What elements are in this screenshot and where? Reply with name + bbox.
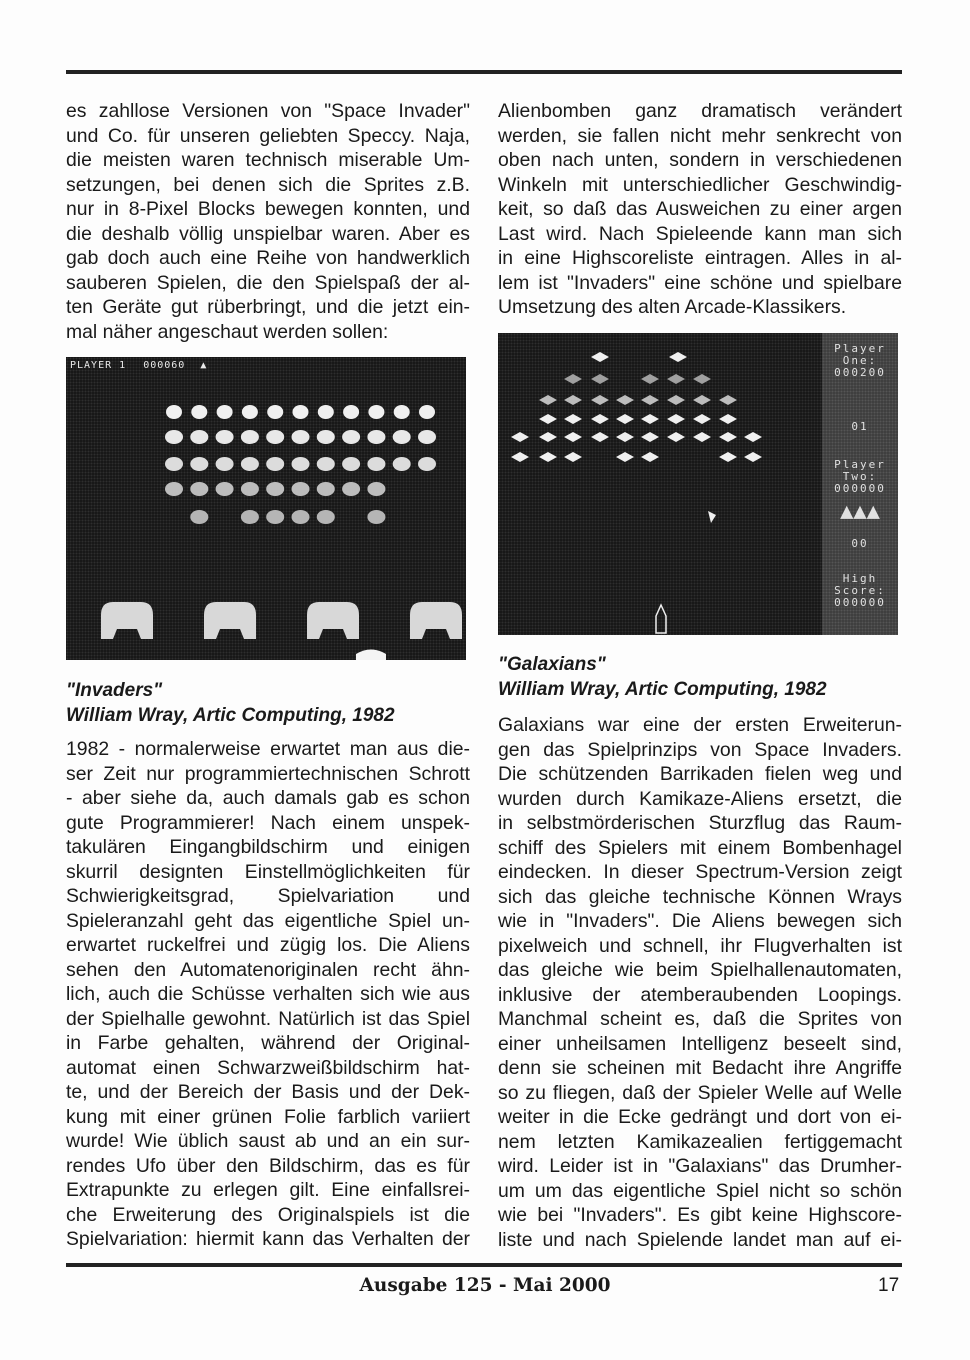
invader-sprite [342,457,360,471]
text-line: eindecken. In dieser Spectrum-Version zeigt [498,861,902,883]
invader-sprite [367,457,385,471]
right-intro-text [498,99,902,320]
text-line: Winkeln mit unterschiedlicher Geschwindig- [498,173,902,196]
text-line: sehen den Automatenoriginalen recht ähn- [66,958,470,981]
invader-sprite [368,405,384,419]
galaxian-sprite [667,374,685,384]
text-line: werden, sie fallen nicht mehr senkrecht von [498,124,902,147]
galaxian-sprite [667,414,685,424]
text-line: einer unheilsamen Intelligenz beseelt sind, [498,1032,902,1055]
galaxian-sprite [719,414,737,424]
diving-alien [708,511,716,523]
galaxian-sprite [564,374,582,384]
galaxian-sprite [591,374,609,384]
galaxian-sprite [719,432,737,442]
invaders-caption [66,679,470,728]
invader-sprite [317,482,335,496]
player-one-label-2: One: [842,354,878,367]
galaxian-sprite [719,395,737,405]
high-score-value: 000000 [834,596,886,609]
galaxian-sprite [616,395,634,405]
invader-sprite [293,405,309,419]
invaders-player-label: PLAYER 1 [70,360,127,371]
invaders-caption-title: "Invaders" [66,680,163,701]
text-line: oben nach unten, sondern in verschiedenen [498,149,902,171]
galaxians-sidebar [822,333,898,635]
invader-sprite [292,457,310,471]
wave-number: 01 [851,420,869,433]
text-line: Die schützenden Barrikaden fielen weg und [498,763,902,785]
galaxian-sprite [511,452,529,462]
galaxian-sprite [616,414,634,424]
galaxian-sprite [539,414,557,424]
invader-sprite [342,430,360,444]
galaxian-sprite [539,432,557,442]
invader-sprite [241,482,259,496]
text-line: in selbstmörderischen Sturzflug das Raum- [498,812,902,834]
player-two-label: Player [834,458,886,471]
text-line: Alienbomben ganz dramatisch verändert [498,100,902,122]
text-line: schiff des Spielers mit einem Bombenhagel [498,836,902,859]
left-intro-text [66,99,470,344]
invader-sprite [241,510,259,524]
text-line: so zu fliegen, daß der Spieler Welle auf Welle [498,1081,902,1104]
text-line: weiter in die Ecke gedrängt und dort von ei- [498,1106,902,1128]
invader-sprite [292,430,310,444]
invader-sprite [292,510,310,524]
text-line: Spieleranzahl geht das eigentliche Spiel un- [66,909,470,932]
text-line: ser Zeit nur programmiertechnischen Schrott [66,762,470,785]
galaxian-sprite [564,395,582,405]
invader-sprite [166,405,182,419]
galaxians-caption [498,653,902,702]
shield-bunker [410,602,462,639]
text-line: wurde! Wie üblich saust ab und an ein sur- [66,1130,470,1152]
galaxian-sprite [641,395,659,405]
galaxians-caption-credit: William Wray, Artic Computing, 1982 [498,678,827,700]
galaxians-playfield [498,333,822,635]
text-line: sauberen Spielen, die den Spielspaß der al- [66,271,470,294]
text-line: in eine Highscoreliste eintragen. Alles in al- [498,247,902,269]
text-line: nur in 8-Pixel Blocks bewegen konnten, und [66,198,470,220]
invader-sprite [241,457,259,471]
text-line: der Spielhalle gewohnt. Natürlich ist das Spiel [66,1007,470,1030]
invader-sprite [317,430,335,444]
text-line: liste und nach Spielende landet man auf ei- [498,1228,902,1251]
galaxian-sprite [641,374,659,384]
invader-sprite [165,457,183,471]
invader-sprite [266,482,284,496]
text-line: in Farbe gehalten, während der Original- [66,1032,470,1054]
issue-footer: Ausgabe 125 - Mai 2000 [359,1275,611,1296]
text-line: keit, so daß das Ausweichen zu einer argen [498,198,902,220]
bottom-rule [66,1263,902,1267]
player-one-label: Player [834,342,886,355]
text-line: gen das Spielprinzips von Space Invaders. [498,738,902,761]
galaxian-sprite [591,352,609,362]
galaxian-sprite [693,414,711,424]
invader-sprite [318,405,334,419]
top-rule [66,70,902,74]
galaxian-sprite [744,452,762,462]
invader-sprite [217,405,233,419]
text-line: sich das gleiche technische Können Wrays [498,885,902,908]
galaxian-sprite [667,432,685,442]
text-line: wie in "Invaders". Die Aliens bewegen sich [498,910,902,932]
text-line: gute Programmierer! Nach einem unspek- [66,811,470,834]
text-line: rendes Ufo über den Bildschirm, das es für [66,1154,470,1177]
text-line: kung mit einer grünen Folie farblich variiert [66,1105,470,1128]
invader-sprite [292,482,310,496]
invader-sprite [190,430,208,444]
galaxian-sprite [511,432,529,442]
invader-sprite [419,405,435,419]
invader-sprite [367,510,385,524]
invader-sprite [343,405,359,419]
text-line: erwartet ruckelfrei und zügig los. Die Aliens [66,934,470,956]
galaxian-sprite [667,395,685,405]
invader-sprite [317,457,335,471]
invader-sprite [191,405,207,419]
galaxian-sprite [693,374,711,384]
text-line: Galaxians war eine der ersten Erweiterun- [498,714,902,736]
text-line: und Co. für unseren geliebten Speccy. Naja, [66,124,470,147]
galaxian-sprite [669,352,687,362]
text-line: wird. Leider ist in "Galaxians" das Drumher- [498,1155,902,1177]
player-two-label-2: Two: [842,470,878,483]
galaxian-sprite [641,414,659,424]
invaders-screenshot [66,357,466,660]
text-line: Spielvariation: hiermit kann das Verhalten der [66,1228,470,1250]
galaxian-sprite [591,395,609,405]
text-line: gab doch auch eine Reihe von handwerklich [66,247,470,269]
galaxian-sprite [744,432,762,442]
text-line: inklusive der atemberaubenden Loopings. [498,983,902,1006]
invader-sprite [393,457,411,471]
text-line: te, und der Bereich der Basis und der Dek- [66,1081,470,1103]
ufo-icon: ▲ [200,360,208,371]
text-line: pixelweich und schnell, ihr Flugverhalten ist [498,934,902,957]
text-line: lich, auch die Schüsse verhalten sich wie aus [66,983,470,1005]
shield-bunker [204,602,256,639]
text-line: takulären Eingangbildschirm und einigen [66,836,470,858]
text-line: es zahllose Versionen von "Space Invader" [66,100,470,122]
invader-sprite [165,482,183,496]
shield-bunker [307,602,359,639]
player-ship [656,605,666,633]
text-line: die meisten waren technisch miserable Um- [66,149,470,171]
galaxian-sprite [539,395,557,405]
text-line: Manchmal scheint es, daß die Sprites von [498,1008,902,1030]
lives-ship-icons: ▲▲▲ [840,499,880,524]
text-line: Extrapunkte zu erlegen gilt. Eine einfallsrei- [66,1179,470,1201]
text-line: 1982 - normalerweise erwartet man aus die- [66,738,470,760]
text-line: wie bei "Invaders". Es gibt keine Highscore- [498,1204,902,1226]
right-body-text [498,713,902,1252]
player-cannon [356,650,386,661]
text-line: - aber siehe da, auch damals gab es schon [66,787,470,809]
high-score-label: High [842,572,878,585]
invaders-playfield [66,357,466,660]
text-line: Last wird. Nach Spieleende kann man sich [498,222,902,245]
invader-sprite [418,457,436,471]
galaxian-sprite [641,452,659,462]
invader-sprite [165,430,183,444]
invader-sprite [266,430,284,444]
galaxian-sprite [564,414,582,424]
invader-sprite [418,430,436,444]
invaders-score: 000060 [143,360,186,371]
invader-sprite [216,457,234,471]
invader-sprite [266,457,284,471]
text-line: um um das eigentliche Spiel nicht so schön [498,1179,902,1202]
invader-sprite [367,482,385,496]
page-number: 17 [878,1275,900,1296]
text-line: mal näher angeschaut werden sollen: [66,320,389,343]
invader-sprite [216,482,234,496]
invader-sprite [317,510,335,524]
invader-sprite [190,510,208,524]
text-line: Umsetzung des alten Arcade-Klassikers. [498,296,847,318]
galaxian-sprite [591,432,609,442]
invader-sprite [190,457,208,471]
text-line: Schwierigkeitsgrad, Spielvariation und [66,885,470,907]
high-score-label-2: Score: [834,584,886,597]
galaxian-sprite [539,452,557,462]
text-line: setzungen, bei denen sich die Sprites z.B. [66,173,470,196]
text-line: skurril designten Einstellmöglichkeiten für [66,860,470,883]
galaxian-sprite [693,432,711,442]
text-line: nem letzten Kamikazealien fertiggemacht [498,1130,902,1153]
galaxian-sprite [564,452,582,462]
invader-sprite [367,430,385,444]
invader-sprite [190,482,208,496]
galaxian-sprite [641,432,659,442]
text-line: wurden durch Kamikaze-Aliens ersetzt, die [498,787,902,810]
invader-sprite [394,405,410,419]
galaxian-sprite [564,432,582,442]
galaxian-sprite [616,432,634,442]
invader-sprite [267,405,283,419]
text-line: ten Geräte gut rüberbringt, und die jetzt ein- [66,296,470,318]
galaxians-caption-title: "Galaxians" [498,654,606,675]
galaxian-sprite [693,395,711,405]
invaders-caption-credit: William Wray, Artic Computing, 1982 [66,704,395,726]
invader-sprite [216,430,234,444]
text-line: denn sie scheinen mit Bedacht ihre Angriffe [498,1057,902,1079]
shield-bunker [101,602,153,639]
galaxian-sprite [591,414,609,424]
lives-counter: 00 [851,537,869,550]
text-line: das gleiche wie beim Spielhallenautomaten, [498,959,902,981]
galaxian-sprite [719,452,737,462]
invader-sprite [266,510,284,524]
invader-sprite [242,405,258,419]
invader-sprite [241,430,259,444]
text-line: automat einen Schwarzweißbildschirm hat- [66,1056,470,1079]
text-line: che Erweiterung des Originalspiels ist die [66,1203,470,1226]
invader-sprite [393,430,411,444]
text-line: die deshalb völlig unspielbar waren. Aber es [66,222,470,245]
galaxian-sprite [616,452,634,462]
invader-sprite [342,482,360,496]
player-one-score: 000200 [834,366,886,379]
galaxians-screenshot [498,333,898,635]
left-body-text [66,737,470,1252]
text-line: lem ist "Invaders" eine schöne und spielbare [498,271,902,294]
player-two-score: 000000 [834,482,886,495]
